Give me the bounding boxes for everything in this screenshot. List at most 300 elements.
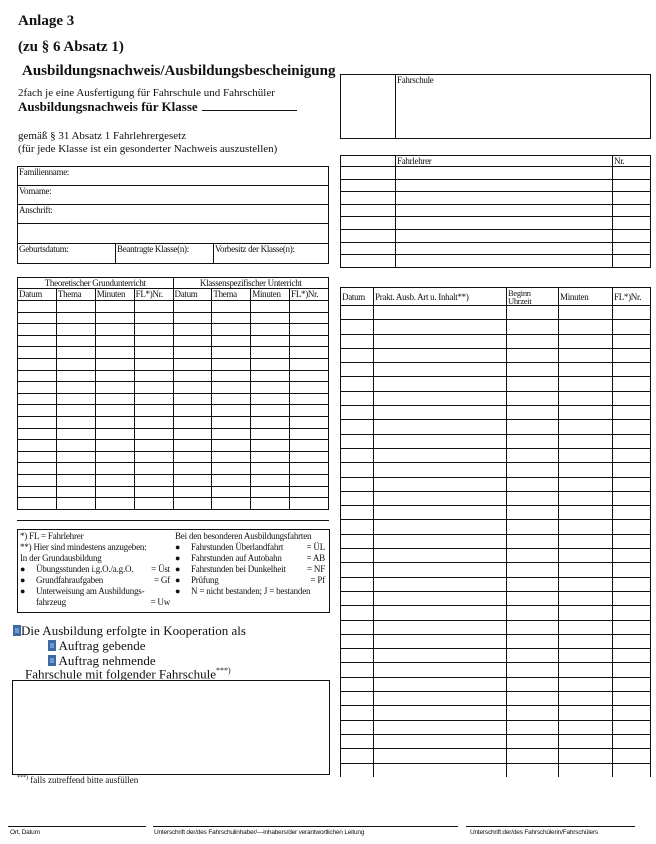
table-cell[interactable]: [18, 440, 57, 452]
table-cell[interactable]: [290, 301, 329, 313]
table-cell[interactable]: [507, 677, 559, 691]
table-cell[interactable]: [251, 358, 290, 370]
class-field[interactable]: [202, 99, 297, 111]
table-cell[interactable]: [56, 335, 95, 347]
table-cell[interactable]: [95, 370, 134, 382]
table-cell[interactable]: [613, 563, 651, 577]
table-cell[interactable]: [507, 720, 559, 734]
table-cell[interactable]: [341, 179, 396, 192]
table-cell[interactable]: [613, 363, 651, 377]
table-cell[interactable]: [374, 634, 507, 648]
table-cell[interactable]: [95, 498, 134, 510]
table-cell[interactable]: [374, 306, 507, 320]
table-cell[interactable]: [374, 549, 507, 563]
table-cell[interactable]: [341, 255, 396, 268]
table-cell[interactable]: [341, 204, 396, 217]
table-cell[interactable]: [95, 451, 134, 463]
table-cell[interactable]: [56, 474, 95, 486]
table-cell[interactable]: [374, 520, 507, 534]
student-signature-line[interactable]: [466, 826, 635, 827]
table-cell[interactable]: [56, 301, 95, 313]
table-cell[interactable]: [18, 428, 57, 440]
table-cell[interactable]: [173, 393, 212, 405]
table-cell[interactable]: [173, 405, 212, 417]
table-cell[interactable]: [134, 428, 173, 440]
owner-signature-line[interactable]: [153, 826, 458, 827]
table-cell[interactable]: [396, 167, 613, 180]
table-cell[interactable]: [507, 334, 559, 348]
table-cell[interactable]: [56, 440, 95, 452]
table-cell[interactable]: [559, 649, 613, 663]
table-cell[interactable]: [559, 563, 613, 577]
table-cell[interactable]: [212, 382, 251, 394]
table-cell[interactable]: [613, 749, 651, 763]
table-cell[interactable]: [251, 440, 290, 452]
table-cell[interactable]: [173, 324, 212, 336]
table-cell[interactable]: [507, 434, 559, 448]
table-cell[interactable]: [613, 720, 651, 734]
table-cell[interactable]: [559, 377, 613, 391]
table-cell[interactable]: [613, 320, 651, 334]
table-cell[interactable]: [173, 335, 212, 347]
table-cell[interactable]: [18, 335, 57, 347]
table-cell[interactable]: [95, 416, 134, 428]
checkbox-icon[interactable]: [48, 655, 56, 666]
table-cell[interactable]: [341, 677, 374, 691]
table-cell[interactable]: [374, 692, 507, 706]
table-cell[interactable]: [134, 486, 173, 498]
table-cell[interactable]: [374, 763, 507, 777]
requested-class-field[interactable]: Beantragte Klasse(n):: [116, 244, 214, 264]
table-cell[interactable]: [613, 463, 651, 477]
table-cell[interactable]: [613, 477, 651, 491]
table-cell[interactable]: [341, 320, 374, 334]
table-cell[interactable]: [559, 348, 613, 362]
prior-class-field[interactable]: Vorbesitz der Klasse(n):: [214, 244, 329, 264]
table-cell[interactable]: [613, 520, 651, 534]
table-cell[interactable]: [18, 451, 57, 463]
table-cell[interactable]: [341, 720, 374, 734]
table-cell[interactable]: [341, 406, 374, 420]
table-cell[interactable]: [134, 347, 173, 359]
table-cell[interactable]: [613, 692, 651, 706]
table-cell[interactable]: [56, 405, 95, 417]
table-cell[interactable]: [212, 324, 251, 336]
table-cell[interactable]: [374, 749, 507, 763]
table-cell[interactable]: [95, 428, 134, 440]
table-cell[interactable]: [134, 382, 173, 394]
table-cell[interactable]: [341, 506, 374, 520]
table-cell[interactable]: [559, 334, 613, 348]
table-cell[interactable]: [95, 393, 134, 405]
table-cell[interactable]: [559, 363, 613, 377]
table-cell[interactable]: [290, 428, 329, 440]
table-cell[interactable]: [374, 734, 507, 748]
table-cell[interactable]: [341, 377, 374, 391]
table-cell[interactable]: [134, 463, 173, 475]
table-cell[interactable]: [613, 217, 651, 230]
table-cell[interactable]: [613, 506, 651, 520]
table-cell[interactable]: [134, 451, 173, 463]
table-cell[interactable]: [559, 549, 613, 563]
table-cell[interactable]: [396, 242, 613, 255]
table-cell[interactable]: [290, 347, 329, 359]
table-cell[interactable]: [341, 363, 374, 377]
table-cell[interactable]: [290, 463, 329, 475]
table-cell[interactable]: [507, 706, 559, 720]
table-cell[interactable]: [212, 335, 251, 347]
table-cell[interactable]: [212, 393, 251, 405]
table-cell[interactable]: [613, 348, 651, 362]
table-cell[interactable]: [507, 663, 559, 677]
table-cell[interactable]: [507, 363, 559, 377]
table-cell[interactable]: [134, 335, 173, 347]
table-cell[interactable]: [341, 334, 374, 348]
table-cell[interactable]: [290, 382, 329, 394]
table-cell[interactable]: [134, 301, 173, 313]
table-cell[interactable]: [613, 306, 651, 320]
table-cell[interactable]: [251, 324, 290, 336]
table-cell[interactable]: [290, 312, 329, 324]
table-cell[interactable]: [56, 498, 95, 510]
table-cell[interactable]: [374, 706, 507, 720]
table-cell[interactable]: [507, 763, 559, 777]
table-cell[interactable]: [18, 382, 57, 394]
table-cell[interactable]: [290, 393, 329, 405]
option-commissioning-checkbox[interactable]: [48, 638, 146, 654]
table-cell[interactable]: [290, 370, 329, 382]
table-cell[interactable]: [507, 406, 559, 420]
table-cell[interactable]: [251, 405, 290, 417]
table-cell[interactable]: [212, 301, 251, 313]
table-cell[interactable]: [290, 405, 329, 417]
table-cell[interactable]: [95, 301, 134, 313]
table-cell[interactable]: [396, 204, 613, 217]
table-cell[interactable]: [374, 620, 507, 634]
table-cell[interactable]: [559, 706, 613, 720]
table-cell[interactable]: [95, 347, 134, 359]
table-cell[interactable]: [212, 312, 251, 324]
table-cell[interactable]: [559, 534, 613, 548]
table-cell[interactable]: [374, 577, 507, 591]
table-cell[interactable]: [56, 416, 95, 428]
table-cell[interactable]: [341, 563, 374, 577]
table-cell[interactable]: [613, 391, 651, 405]
table-cell[interactable]: [613, 577, 651, 591]
table-cell[interactable]: [134, 474, 173, 486]
table-cell[interactable]: [251, 451, 290, 463]
table-cell[interactable]: [507, 420, 559, 434]
table-cell[interactable]: [56, 393, 95, 405]
table-cell[interactable]: [341, 391, 374, 405]
table-cell[interactable]: [507, 520, 559, 534]
table-cell[interactable]: [507, 377, 559, 391]
table-cell[interactable]: [95, 335, 134, 347]
table-cell[interactable]: [134, 416, 173, 428]
address-field-line2[interactable]: [18, 224, 329, 244]
table-cell[interactable]: [134, 498, 173, 510]
table-cell[interactable]: [613, 179, 651, 192]
table-cell[interactable]: [18, 324, 57, 336]
table-cell[interactable]: [559, 749, 613, 763]
table-cell[interactable]: [613, 204, 651, 217]
table-cell[interactable]: [374, 377, 507, 391]
table-cell[interactable]: [507, 749, 559, 763]
table-cell[interactable]: [613, 229, 651, 242]
table-cell[interactable]: [559, 734, 613, 748]
table-cell[interactable]: [559, 634, 613, 648]
first-name-field[interactable]: Vorname:: [18, 186, 329, 205]
family-name-field[interactable]: Familienname:: [18, 167, 329, 186]
table-cell[interactable]: [613, 677, 651, 691]
table-cell[interactable]: [559, 620, 613, 634]
table-cell[interactable]: [613, 634, 651, 648]
table-cell[interactable]: [95, 312, 134, 324]
table-cell[interactable]: [134, 405, 173, 417]
table-cell[interactable]: [507, 491, 559, 505]
table-cell[interactable]: [212, 370, 251, 382]
table-cell[interactable]: [95, 474, 134, 486]
table-cell[interactable]: [95, 358, 134, 370]
table-cell[interactable]: [341, 192, 396, 205]
table-cell[interactable]: [559, 448, 613, 462]
table-cell[interactable]: [56, 463, 95, 475]
table-cell[interactable]: [374, 320, 507, 334]
table-cell[interactable]: [173, 428, 212, 440]
table-cell[interactable]: [251, 498, 290, 510]
table-cell[interactable]: [290, 324, 329, 336]
table-cell[interactable]: [341, 577, 374, 591]
table-cell[interactable]: [341, 491, 374, 505]
table-cell[interactable]: [251, 370, 290, 382]
table-cell[interactable]: [95, 486, 134, 498]
table-cell[interactable]: [95, 463, 134, 475]
checkbox-icon[interactable]: [48, 640, 56, 651]
table-cell[interactable]: [559, 520, 613, 534]
table-cell[interactable]: [212, 463, 251, 475]
table-cell[interactable]: [18, 405, 57, 417]
partner-school-field[interactable]: [12, 680, 330, 775]
table-cell[interactable]: [559, 692, 613, 706]
table-cell[interactable]: [56, 370, 95, 382]
table-cell[interactable]: [18, 474, 57, 486]
table-cell[interactable]: [173, 486, 212, 498]
table-cell[interactable]: [613, 763, 651, 777]
table-cell[interactable]: [613, 591, 651, 605]
table-cell[interactable]: [341, 763, 374, 777]
table-cell[interactable]: [559, 463, 613, 477]
table-cell[interactable]: [251, 347, 290, 359]
table-cell[interactable]: [341, 348, 374, 362]
table-cell[interactable]: [507, 306, 559, 320]
table-cell[interactable]: [173, 370, 212, 382]
table-cell[interactable]: [613, 549, 651, 563]
table-cell[interactable]: [374, 348, 507, 362]
table-cell[interactable]: [613, 377, 651, 391]
birth-date-field[interactable]: Geburtsdatum:: [18, 244, 116, 264]
table-cell[interactable]: [251, 474, 290, 486]
table-cell[interactable]: [18, 498, 57, 510]
table-cell[interactable]: [559, 606, 613, 620]
table-cell[interactable]: [559, 663, 613, 677]
table-cell[interactable]: [559, 720, 613, 734]
table-cell[interactable]: [212, 440, 251, 452]
table-cell[interactable]: [212, 428, 251, 440]
table-cell[interactable]: [507, 649, 559, 663]
driving-school-stamp-cell[interactable]: [341, 75, 396, 139]
table-cell[interactable]: [56, 486, 95, 498]
table-cell[interactable]: [613, 334, 651, 348]
table-cell[interactable]: [374, 448, 507, 462]
table-cell[interactable]: [18, 486, 57, 498]
table-cell[interactable]: [341, 448, 374, 462]
table-cell[interactable]: [374, 391, 507, 405]
table-cell[interactable]: [290, 486, 329, 498]
table-cell[interactable]: [613, 491, 651, 505]
table-cell[interactable]: [396, 192, 613, 205]
table-cell[interactable]: [374, 491, 507, 505]
table-cell[interactable]: [341, 477, 374, 491]
table-cell[interactable]: [95, 324, 134, 336]
table-cell[interactable]: [212, 498, 251, 510]
table-cell[interactable]: [613, 734, 651, 748]
table-cell[interactable]: [374, 463, 507, 477]
table-cell[interactable]: [559, 577, 613, 591]
table-cell[interactable]: [173, 463, 212, 475]
table-cell[interactable]: [507, 577, 559, 591]
table-cell[interactable]: [559, 391, 613, 405]
table-cell[interactable]: [559, 320, 613, 334]
table-cell[interactable]: [56, 324, 95, 336]
table-cell[interactable]: [559, 591, 613, 605]
table-cell[interactable]: [613, 242, 651, 255]
table-cell[interactable]: [396, 229, 613, 242]
table-cell[interactable]: [18, 463, 57, 475]
table-cell[interactable]: [18, 393, 57, 405]
table-cell[interactable]: [559, 491, 613, 505]
table-cell[interactable]: [18, 358, 57, 370]
table-cell[interactable]: [559, 677, 613, 691]
table-cell[interactable]: [613, 620, 651, 634]
table-cell[interactable]: [341, 549, 374, 563]
table-cell[interactable]: [613, 534, 651, 548]
table-cell[interactable]: [507, 477, 559, 491]
table-cell[interactable]: [134, 324, 173, 336]
table-cell[interactable]: [507, 348, 559, 362]
table-cell[interactable]: [559, 763, 613, 777]
table-cell[interactable]: [613, 406, 651, 420]
table-cell[interactable]: [173, 301, 212, 313]
table-cell[interactable]: [396, 179, 613, 192]
table-cell[interactable]: [341, 229, 396, 242]
checkbox-icon[interactable]: [13, 625, 21, 636]
table-cell[interactable]: [95, 440, 134, 452]
table-cell[interactable]: [507, 620, 559, 634]
table-cell[interactable]: [559, 306, 613, 320]
table-cell[interactable]: [613, 649, 651, 663]
table-cell[interactable]: [374, 563, 507, 577]
table-cell[interactable]: [134, 358, 173, 370]
table-cell[interactable]: [507, 563, 559, 577]
table-cell[interactable]: [290, 440, 329, 452]
table-cell[interactable]: [341, 591, 374, 605]
table-cell[interactable]: [18, 347, 57, 359]
table-cell[interactable]: [374, 363, 507, 377]
table-cell[interactable]: [251, 382, 290, 394]
table-cell[interactable]: [559, 406, 613, 420]
table-cell[interactable]: [374, 420, 507, 434]
table-cell[interactable]: [173, 440, 212, 452]
table-cell[interactable]: [507, 549, 559, 563]
table-cell[interactable]: [290, 451, 329, 463]
table-cell[interactable]: [173, 312, 212, 324]
table-cell[interactable]: [212, 358, 251, 370]
table-cell[interactable]: [18, 312, 57, 324]
table-cell[interactable]: [341, 649, 374, 663]
table-cell[interactable]: [559, 477, 613, 491]
table-cell[interactable]: [374, 334, 507, 348]
table-cell[interactable]: [173, 347, 212, 359]
table-cell[interactable]: [507, 734, 559, 748]
table-cell[interactable]: [212, 474, 251, 486]
table-cell[interactable]: [341, 463, 374, 477]
table-cell[interactable]: [613, 255, 651, 268]
table-cell[interactable]: [290, 358, 329, 370]
table-cell[interactable]: [507, 606, 559, 620]
table-cell[interactable]: [374, 406, 507, 420]
table-cell[interactable]: [341, 692, 374, 706]
table-cell[interactable]: [251, 428, 290, 440]
table-cell[interactable]: [134, 370, 173, 382]
address-field[interactable]: Anschrift:: [18, 205, 329, 224]
table-cell[interactable]: [559, 434, 613, 448]
table-cell[interactable]: [56, 358, 95, 370]
table-cell[interactable]: [173, 498, 212, 510]
table-cell[interactable]: [374, 663, 507, 677]
table-cell[interactable]: [341, 217, 396, 230]
table-cell[interactable]: [507, 448, 559, 462]
table-cell[interactable]: [613, 420, 651, 434]
table-cell[interactable]: [396, 255, 613, 268]
table-cell[interactable]: [507, 634, 559, 648]
table-cell[interactable]: [134, 393, 173, 405]
table-cell[interactable]: [396, 217, 613, 230]
table-cell[interactable]: [507, 692, 559, 706]
table-cell[interactable]: [341, 734, 374, 748]
table-cell[interactable]: [341, 434, 374, 448]
table-cell[interactable]: [173, 382, 212, 394]
table-cell[interactable]: [374, 477, 507, 491]
table-cell[interactable]: [374, 677, 507, 691]
table-cell[interactable]: [18, 416, 57, 428]
table-cell[interactable]: [507, 591, 559, 605]
table-cell[interactable]: [613, 606, 651, 620]
table-cell[interactable]: [56, 347, 95, 359]
table-cell[interactable]: [290, 498, 329, 510]
table-cell[interactable]: [613, 192, 651, 205]
table-cell[interactable]: [56, 382, 95, 394]
table-cell[interactable]: [290, 416, 329, 428]
table-cell[interactable]: [507, 320, 559, 334]
table-cell[interactable]: [173, 358, 212, 370]
table-cell[interactable]: [341, 167, 396, 180]
table-cell[interactable]: [173, 451, 212, 463]
table-cell[interactable]: [134, 312, 173, 324]
table-cell[interactable]: [212, 416, 251, 428]
table-cell[interactable]: [341, 663, 374, 677]
table-cell[interactable]: [212, 451, 251, 463]
table-cell[interactable]: [507, 534, 559, 548]
